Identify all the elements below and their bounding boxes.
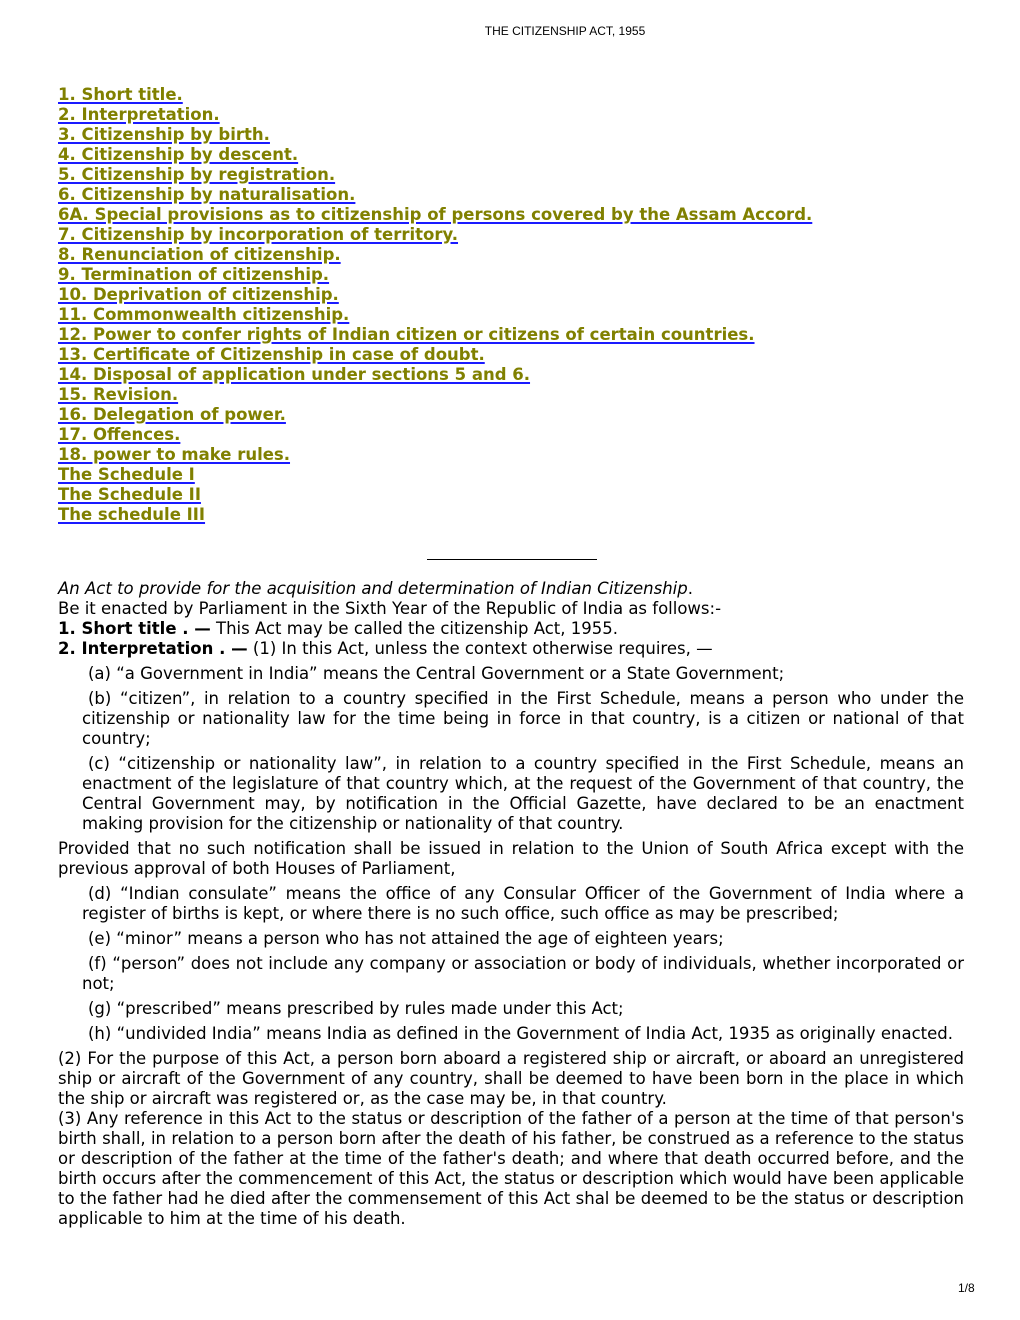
- toc-link[interactable]: 2. Interpretation.: [58, 105, 220, 124]
- toc-link[interactable]: 6A. Special provisions as to citizenship of persons covered by the Assam Accord.: [58, 205, 813, 224]
- toc-link[interactable]: 17. Offences.: [58, 425, 181, 444]
- definition-item: (e) “minor” means a person who has not attained the age of eighteen years;: [88, 929, 724, 948]
- toc-link[interactable]: 3. Citizenship by birth.: [58, 125, 270, 144]
- definition-item: (b) “citizen”, in relation to a country specified in the First Schedule, means a person who under the citizenship or nationality law for the time being in force in that country, is a citizen or national of that country;: [82, 689, 964, 748]
- act-body: [58, 579, 964, 1229]
- toc-link[interactable]: 6. Citizenship by naturalisation.: [58, 185, 356, 204]
- toc-link[interactable]: 13. Certificate of Citizenship in case of doubt.: [58, 345, 485, 364]
- toc-link[interactable]: 14. Disposal of application under sections 5 and 6.: [58, 365, 531, 384]
- toc-link[interactable]: 18. power to make rules.: [58, 445, 291, 464]
- toc-link[interactable]: 9. Termination of citizenship.: [58, 265, 330, 284]
- section-1-heading: 1. Short title . —: [58, 619, 211, 638]
- section-2-heading: 2. Interpretation . —: [58, 639, 248, 658]
- toc-link[interactable]: 7. Citizenship by incorporation of territory.: [58, 225, 459, 244]
- preamble: [58, 579, 964, 599]
- separator-line: [427, 559, 597, 560]
- toc-link[interactable]: 5. Citizenship by registration.: [58, 165, 336, 184]
- toc-link[interactable]: 12. Power to confer rights of Indian citizen or citizens of certain countries.: [58, 325, 755, 344]
- subsection-2: (2) For the purpose of this Act, a person born aboard a registered ship or aircraft, or aboard an unregistered ship or aircraft of the Government of any country, shall be deemed to have been born in the place in which the ship or aircraft was registered or, as the case may be, in that country.: [58, 1049, 964, 1108]
- definition-item: (d) “Indian consulate” means the office of any Consular Officer of the Government of India where a register of births is kept, or where there is no such office, such office as may be prescribed;: [82, 884, 964, 923]
- definition-item: (h) “undivided India” means India as defined in the Government of India Act, 1935 as originally enacted.: [88, 1024, 954, 1043]
- toc-link[interactable]: The Schedule II: [58, 485, 201, 504]
- toc-link[interactable]: 11. Commonwealth citizenship.: [58, 305, 350, 324]
- definition-item: (a) “a Government in India” means the Central Government or a State Government;: [88, 664, 785, 683]
- toc-link[interactable]: The Schedule I: [58, 465, 195, 484]
- section-1-text: This Act may be called the citizenship Act, 1955.: [210, 619, 618, 638]
- definition-item: (c) “citizenship or nationality law”, in relation to a country specified in the First Schedule, means an enactment of the legislature of that country which, at the request of the Government of that country, the Central Government may, by notification in the Official Gazette, have declared to be an enactment making provision for the citizenship or nationality of that country.: [82, 754, 964, 833]
- toc-link[interactable]: 8. Renunciation of citizenship.: [58, 245, 341, 264]
- page-header: THE CITIZENSHIP ACT, 1955: [484, 24, 646, 38]
- table-of-contents: [58, 85, 812, 525]
- preamble-end: .: [687, 579, 693, 598]
- preamble-text: An Act to provide for the acquisition and determination of Indian Citizenship: [58, 579, 688, 598]
- proviso: Provided that no such notification shall be issued in relation to the Union of South Africa except with the previous approval of both Houses of Parliament,: [58, 839, 964, 878]
- toc-link[interactable]: 1. Short title.: [58, 85, 183, 104]
- toc-link[interactable]: 15. Revision.: [58, 385, 179, 404]
- section-1: [58, 619, 964, 639]
- enacting-clause: Be it enacted by Parliament in the Sixth Year of the Republic of India as follows:-: [58, 599, 722, 618]
- section-2: [58, 639, 964, 659]
- toc-link[interactable]: The schedule III: [58, 505, 206, 524]
- section-2-text: (1) In this Act, unless the context otherwise requires, —: [247, 639, 713, 658]
- subsection-3: (3) Any reference in this Act to the status or description of the father of a person at the time of that person's birth shall, in relation to a person born after the death of his father, be construed as a reference to the status or description of the father at the time of the father's death; and where that death occurred before, and the birth occurs after the commencement of this Act, the status or description which would have been applicable to the father had he died after the commensement of this Act shal be deemed to be the status or description applicable to him at the time of his death.: [58, 1109, 964, 1228]
- toc-link[interactable]: 16. Delegation of power.: [58, 405, 286, 424]
- toc-link[interactable]: 4. Citizenship by descent.: [58, 145, 299, 164]
- page-number: 1/8: [958, 1281, 975, 1295]
- toc-link[interactable]: 10. Deprivation of citizenship.: [58, 285, 339, 304]
- definition-item: (g) “prescribed” means prescribed by rules made under this Act;: [88, 999, 624, 1018]
- definition-item: (f) “person” does not include any company or association or body of individuals, whether incorporated or not;: [82, 954, 964, 993]
